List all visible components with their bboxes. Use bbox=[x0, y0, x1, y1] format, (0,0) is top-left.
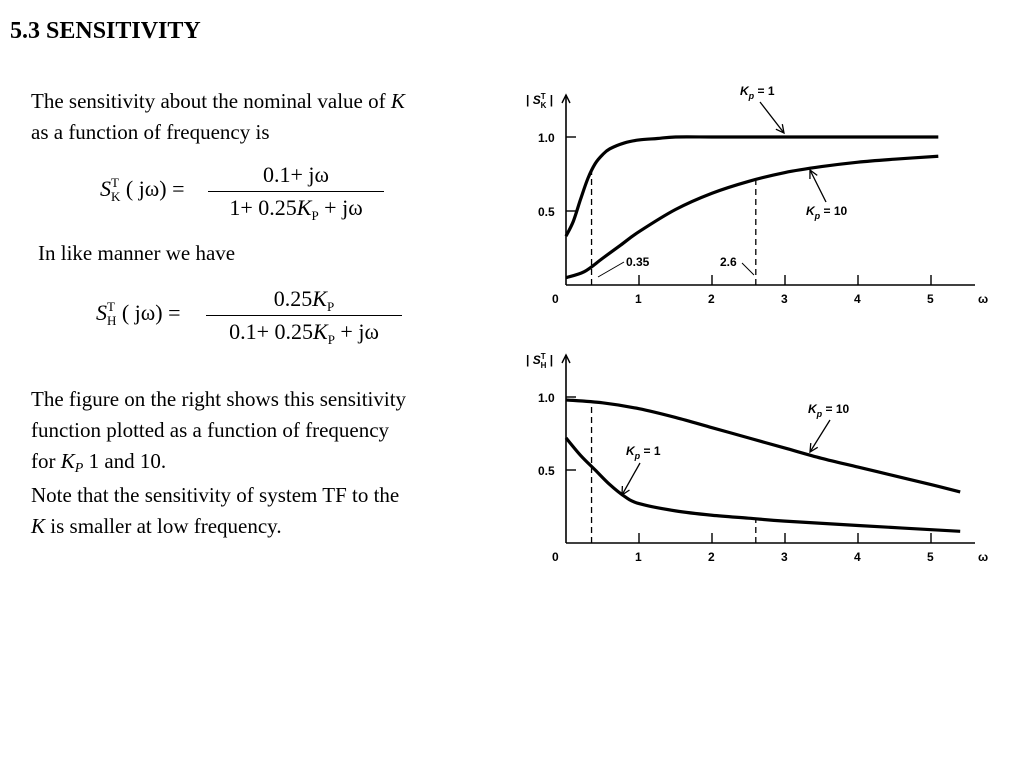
intro-text-2: as a function of frequency is bbox=[31, 120, 270, 144]
chart1-y-label: | $S^T$ H | bbox=[526, 352, 554, 370]
chart1-x-tick-label: 4 bbox=[854, 550, 861, 564]
chart1-x-tick-label: 2 bbox=[708, 550, 715, 564]
eq1-denominator: $1+ 0.25K_P + j\omega$ bbox=[229, 195, 363, 223]
intro-k-symbol: K bbox=[390, 89, 405, 113]
chart1-legend-label: $K_p = 10$ bbox=[808, 402, 850, 419]
slide-title: 5.3 SENSITIVITY bbox=[10, 18, 201, 44]
chart0-series-line bbox=[566, 156, 938, 277]
chart0-x-tick-label: 5 bbox=[927, 292, 934, 306]
chart0-series-line bbox=[566, 137, 938, 236]
chart0-x-tick-label: 4 bbox=[854, 292, 861, 306]
chart0-x-tick-label: 2 bbox=[708, 292, 715, 306]
chart1-legend-pointer bbox=[622, 463, 640, 495]
chart0-marker-pointer bbox=[598, 262, 624, 277]
chart0-x-tick-label: 3 bbox=[781, 292, 788, 306]
chart1-y-tick-label: 0.5 bbox=[538, 464, 555, 478]
eq1-lhs: $S^T_K$ ( jω) = bbox=[100, 175, 185, 204]
chart0-x-tick-label: 0 bbox=[552, 292, 559, 306]
chart1-y-tick-label: 1.0 bbox=[538, 391, 555, 405]
chart1-x-label: ω bbox=[978, 550, 989, 564]
chart0-x-label: ω bbox=[978, 292, 989, 306]
chart0-y-tick-label: 1.0 bbox=[538, 131, 555, 145]
chart1-legend-label: $K_p = 1$ bbox=[626, 444, 661, 461]
chart1-x-tick-label: 5 bbox=[927, 550, 934, 564]
chart1-x-tick-label: 3 bbox=[781, 550, 788, 564]
chart1-x-tick-label: 0 bbox=[552, 550, 559, 564]
eq2-numerator: $0.25K_P$ bbox=[273, 286, 335, 314]
paragraph-like-manner: In like manner we have bbox=[38, 241, 236, 265]
chart0-legend-label: $K_p = 1$ bbox=[740, 84, 775, 101]
eq2-lhs: $S^T_H$ ( jω) = bbox=[96, 299, 181, 328]
chart0-y-label: | $S^T$ K | bbox=[526, 92, 554, 110]
chart0-marker-label: 2.6 bbox=[720, 255, 737, 269]
chart1-legend-pointer bbox=[810, 420, 830, 452]
chart0-y-tick-label: 0.5 bbox=[538, 205, 555, 219]
chart0-legend-pointer bbox=[760, 102, 784, 133]
eq2-denominator: $0.1+ 0.25K_P + j\omega$ bbox=[229, 319, 379, 347]
chart0-marker-label: 0.35 bbox=[626, 255, 650, 269]
chart0-legend-label: $K_p = 10$ bbox=[806, 204, 848, 221]
chart0-legend-pointer bbox=[810, 170, 826, 202]
chart1-arrowhead-icon bbox=[810, 443, 818, 452]
eq1-numerator: 0.1+ jω bbox=[263, 162, 329, 187]
chart0-marker-pointer bbox=[742, 263, 754, 275]
intro-text-1: The sensitivity about the nominal value of bbox=[31, 89, 391, 113]
chart1-x-tick-label: 1 bbox=[635, 550, 642, 564]
paragraph-figure-description: The figure on the right shows this sensitivity function plotted as a function of frequency for KP 1 and 10. Note that the sensitivity of system TF to the K is smaller at low frequency. bbox=[31, 387, 407, 538]
chart0-x-tick-label: 1 bbox=[635, 292, 642, 306]
